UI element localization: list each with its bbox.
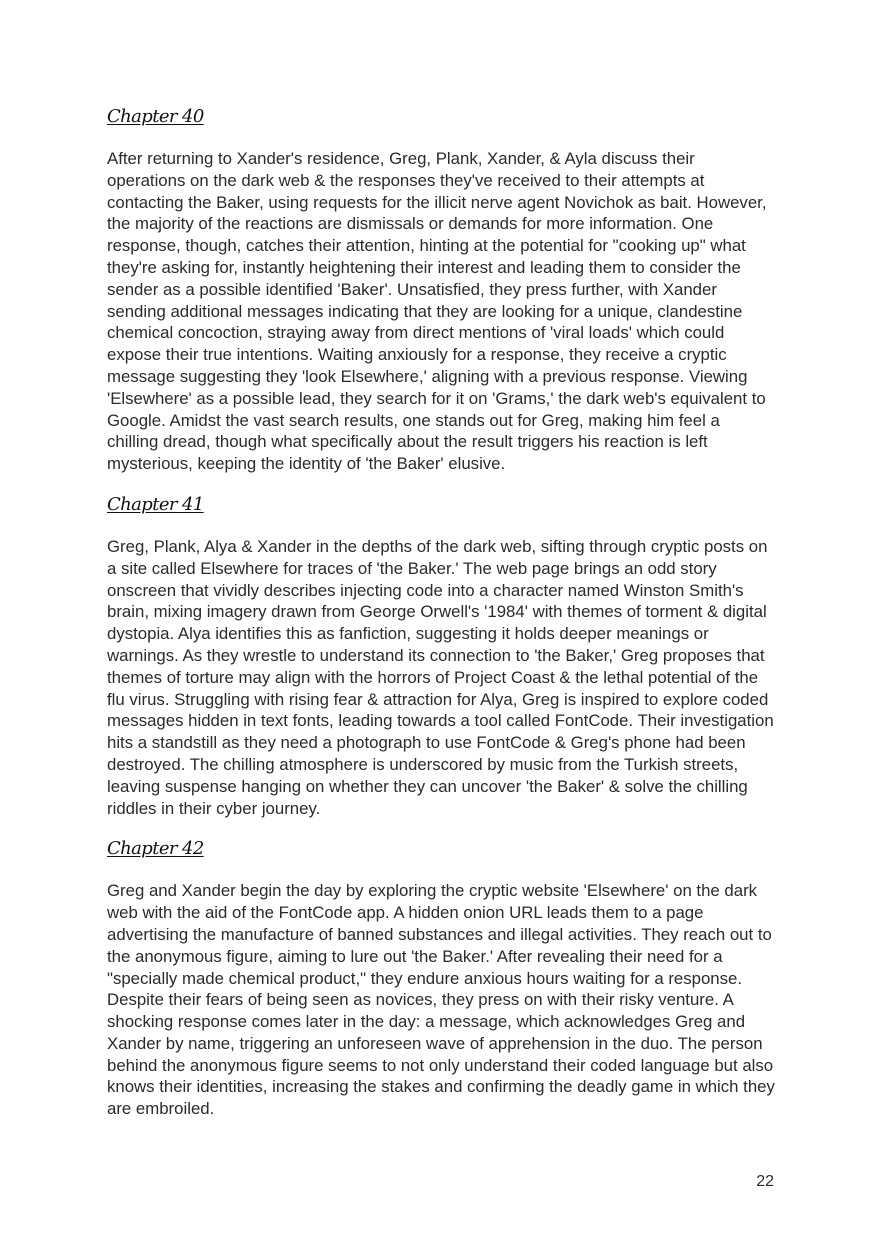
chapter-summary: After returning to Xander's residence, Greg, Plank, Xander, & Ayla discuss their operations on the dark web & the responses they've received to their attempts at contacting the Baker, using requests for the illicit nerve agent Novichok as bait. However, the majority of the reactions are dismissals or demands for more information. One response, though, catches their attention, hinting at the potential for "cooking up" what they're asking for, instantly heightening their interest and leading them to consider the sender as a possible identified 'Baker'. Unsatisfied, they press further, with Xander sending additional messages indicating that they are looking for a unique, clandestine chemical concoction, straying away from direct mentions of 'viral loads' which could expose their true intentions. Waiting anxiously for a response, they receive a cryptic message suggesting they 'look Elsewhere,' aligning with a previous response. Viewing 'Elsewhere' as a possible lead, they search for it on 'Grams,' the dark web's equivalent to Google. Amidst the vast search results, one stands out for Greg, making him feel a chilling dread, though what specifically about the result triggers his reaction is left mysterious, keeping the identity of 'the Baker' elusive. (107, 149, 767, 474)
chapter-41-section (107, 492, 775, 819)
page-content (107, 104, 775, 1137)
chapter-heading: Chapter 41 (107, 493, 204, 515)
chapter-summary: Greg and Xander begin the day by exploring the cryptic website 'Elsewhere' on the dark web with the aid of the FontCode app. A hidden onion URL leads them to a page advertising the manufacture of banned substances and illegal activities. They reach out to the anonymous figure, aiming to lure out 'the Baker.' After revealing their need for a "specially made chemical product," they endure anxious hours waiting for a response. Despite their fears of being seen as novices, they press on with their risky venture. A shocking response comes later in the day: a message, which acknowledges Greg and Xander by name, triggering an unforeseen wave of apprehension in the duo. The person behind the anonymous figure seems to not only understand their coded language but also knows their identities, increasing the stakes and confirming the deadly game in which they are embroiled. (107, 881, 775, 1119)
chapter-42-section (107, 836, 775, 1120)
chapter-summary: Greg, Plank, Alya & Xander in the depths of the dark web, sifting through cryptic posts on a site called Elsewhere for traces of 'the Baker.' The web page brings an odd story onscreen that vividly describes injecting code into a character named Winston Smith's brain, mixing imagery drawn from George Orwell's '1984' with themes of torment & digital dystopia. Alya identifies this as fanfiction, suggesting it holds deeper meanings or warnings. As they wrestle to understand its connection to 'the Baker,' Greg proposes that themes of torture may align with the horrors of Project Coast & the lethal potential of the flu virus. Struggling with rising fear & attraction for Alya, Greg is inspired to explore coded messages hidden in text fonts, leading towards a tool called FontCode. Their investigation hits a standstill as they need a photograph to use FontCode & Greg's phone had been destroyed. The chilling atmosphere is underscored by music from the Turkish streets, leaving suspense hanging on whether they can uncover 'the Baker' & solve the chilling riddles in their cyber journey. (107, 536, 774, 818)
chapter-heading: Chapter 40 (107, 106, 204, 127)
page-number: 22 (756, 1173, 774, 1190)
chapter-40-section (107, 104, 775, 475)
chapter-heading: Chapter 42 (107, 838, 204, 860)
